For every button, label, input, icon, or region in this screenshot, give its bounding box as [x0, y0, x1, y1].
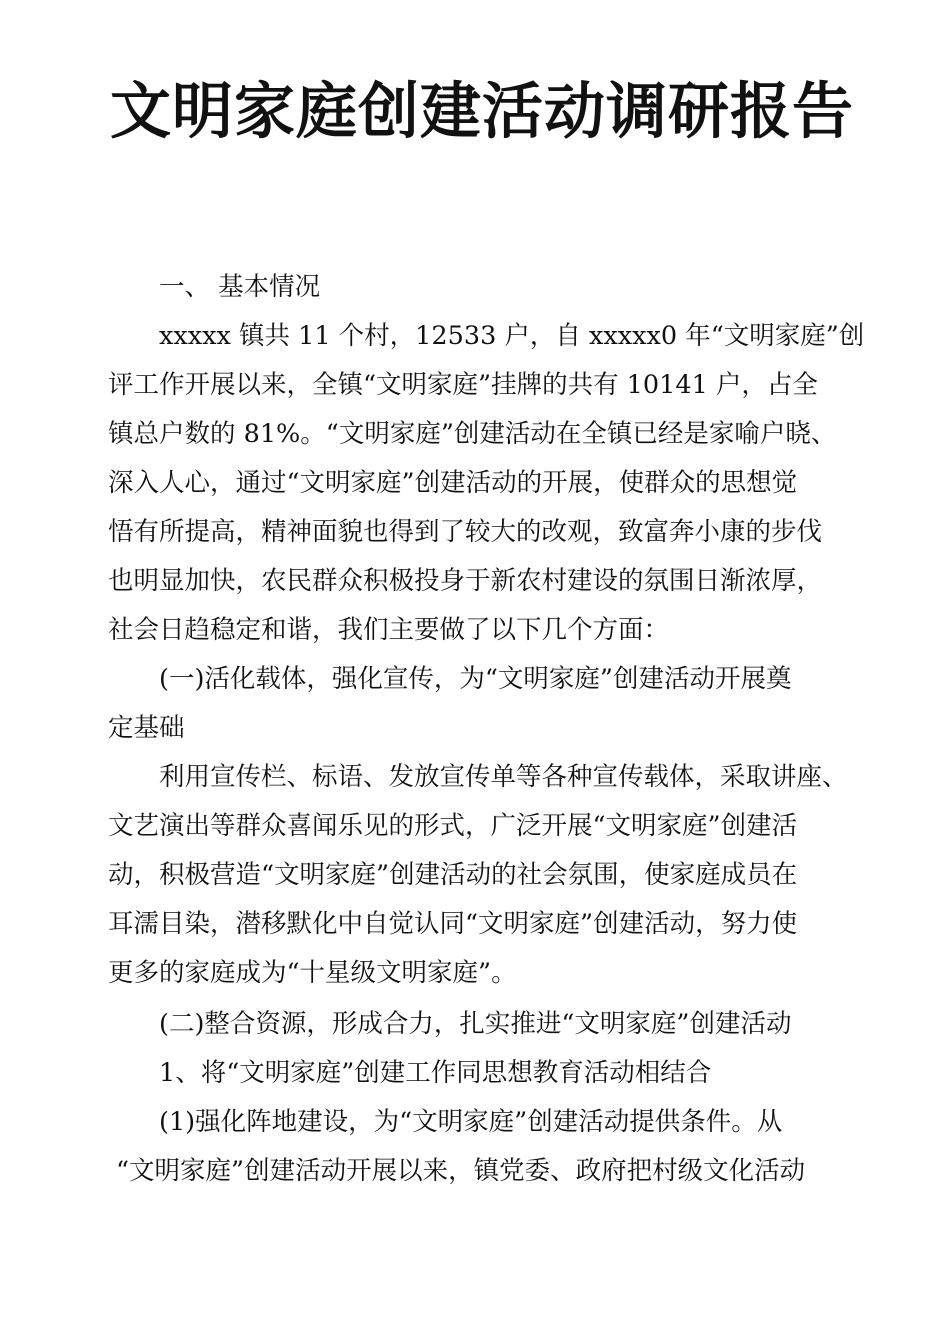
paragraph-line: 文艺演出等群众喜闻乐见的形式，广泛开展“文明家庭”创建活 [108, 811, 798, 841]
paragraph-line: 耳濡目染，潜移默化中自觉认同“文明家庭”创建活动，努力使 [108, 909, 798, 939]
paragraph-line: 更多的家庭成为“十星级文明家庭”。 [108, 958, 517, 988]
paragraph-line: 镇总户数的 81%。“文明家庭”创建活动在全镇已经是家喻户晓、 [108, 419, 837, 449]
paragraph-line: xxxxx 镇共 11 个村，12533 户，自 xxxxx0 年“文明家庭”创 [159, 321, 865, 351]
paragraph-line: 深入人心，通过“文明家庭”创建活动的开展，使群众的思想觉 [108, 468, 798, 498]
document-body [108, 263, 865, 1196]
document-title: 文明家庭创建活动调研报告 [109, 76, 854, 147]
subsection-heading-2: (二)整合资源，形成合力，扎实推进“文明家庭”创建活动 [159, 1009, 792, 1039]
paragraph-line: 社会日趋稳定和谐，我们主要做了以下几个方面： [108, 615, 670, 645]
paragraph-line: 也明显加快，农民群众积极投身于新农村建设的氛围日渐浓厚， [108, 566, 823, 596]
paragraph-line: (1)强化阵地建设，为“文明家庭”创建活动提供条件。从 [159, 1107, 783, 1137]
subsection-heading-1-continued: 定基础 [108, 713, 185, 743]
item-heading-1: 1、将“文明家庭”创建工作同思想教育活动相结合 [159, 1058, 712, 1088]
paragraph-line: 动，积极营造“文明家庭”创建活动的社会氛围，使家庭成员在 [108, 860, 798, 890]
paragraph-line: “文明家庭”创建活动开展以来，镇党委、政府把村级文化活动 [116, 1156, 806, 1186]
section-heading-basic-situation: 一、 基本情况 [159, 272, 321, 302]
subsection-heading-1: (一)活化载体，强化宣传，为“文明家庭”创建活动开展奠 [159, 664, 792, 694]
paragraph-line: 评工作开展以来，全镇“文明家庭”挂牌的共有 10141 户，占全 [108, 370, 818, 400]
paragraph-line: 悟有所提高，精神面貌也得到了较大的改观，致富奔小康的步伐 [108, 517, 823, 547]
paragraph-line: 利用宣传栏、标语、发放宣传单等各种宣传载体，采取讲座、 [159, 762, 848, 792]
